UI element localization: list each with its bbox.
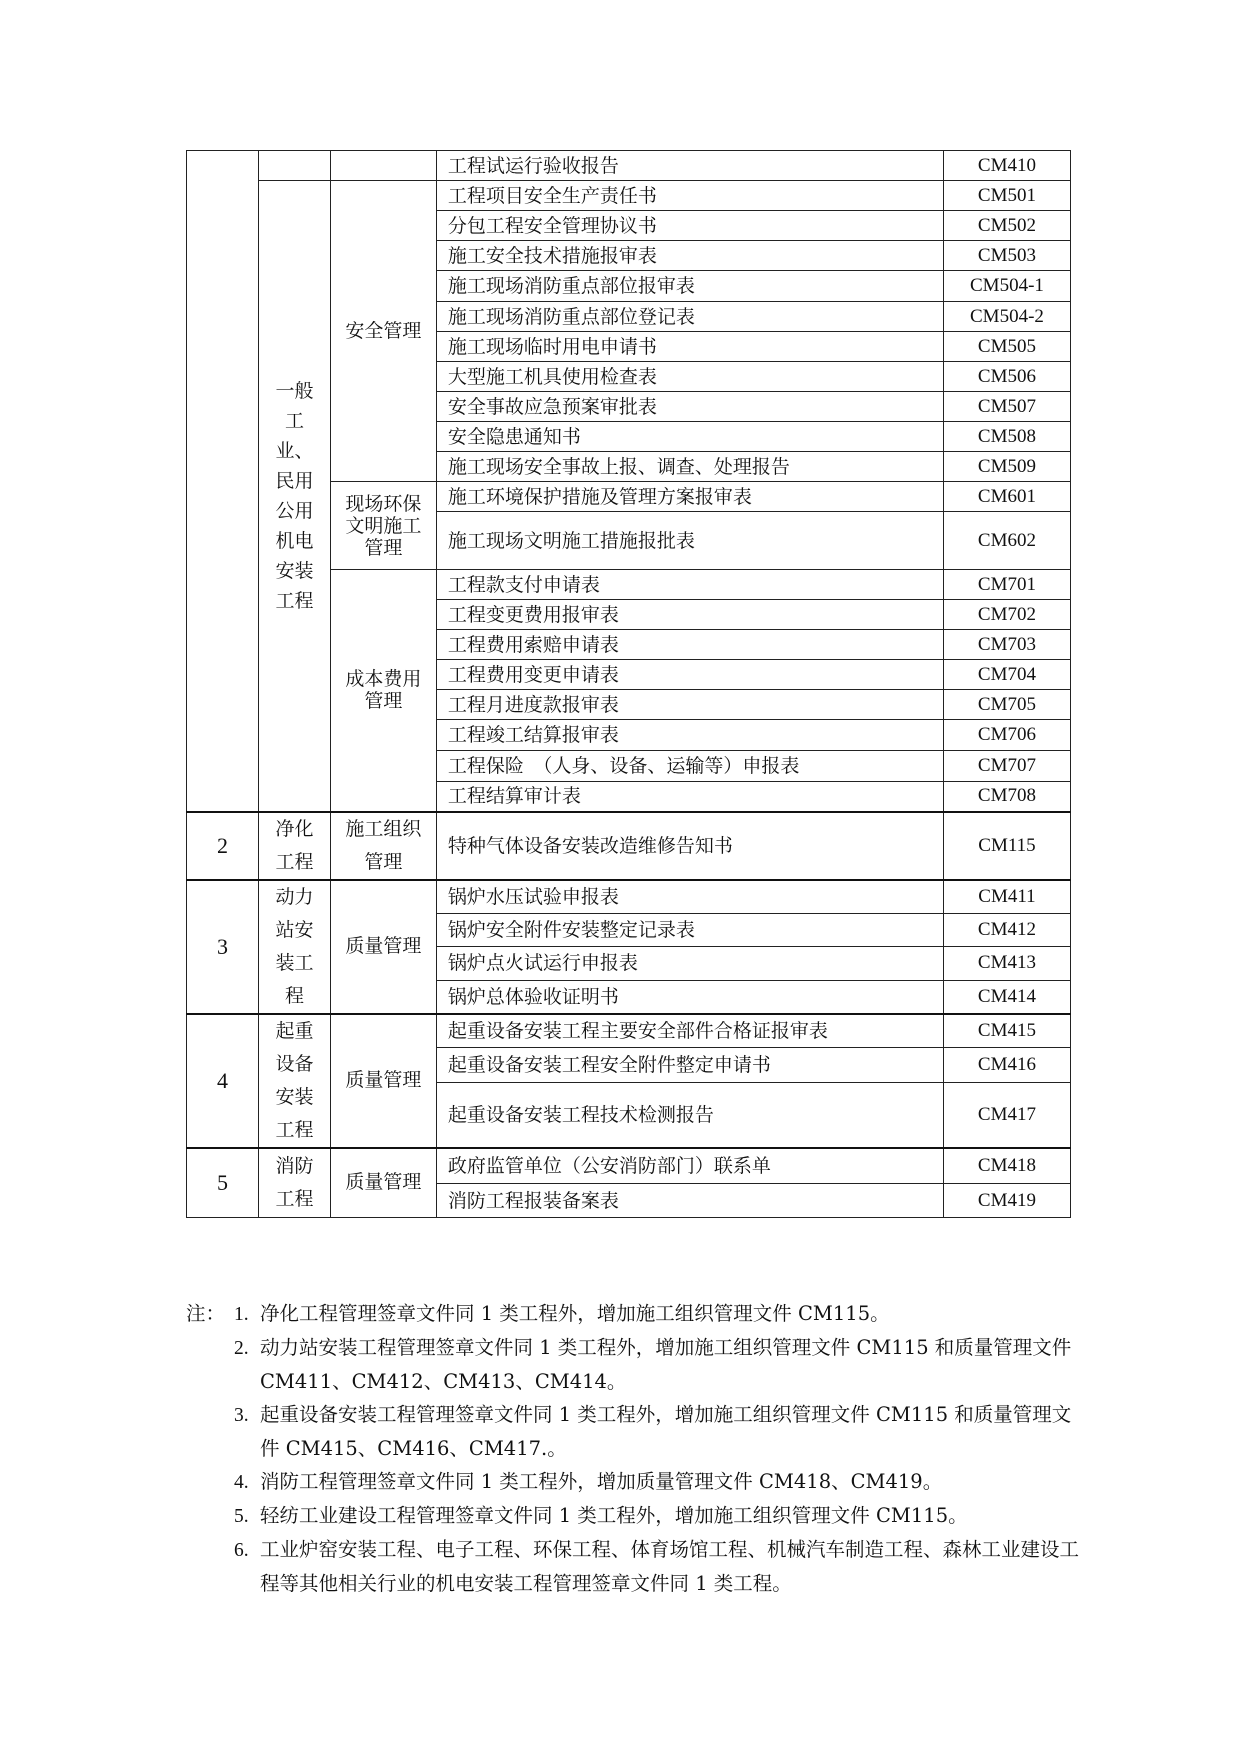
note-item bbox=[186, 1297, 1086, 1331]
doc-name-cell: 施工现场安全事故上报、调查、处理报告 bbox=[436, 452, 943, 482]
doc-name-cell: 安全事故应急预案审批表 bbox=[436, 392, 943, 422]
document-table bbox=[186, 150, 1071, 1218]
note-number: 5. bbox=[234, 1506, 249, 1527]
doc-name-cell: 锅炉安全附件安装整定记录表 bbox=[436, 913, 943, 947]
doc-code-cell: CM502 bbox=[943, 211, 1070, 241]
note-text: 轻纺工业建设工程管理签章文件同 1 类工程外，增加施工组织管理文件 CM115。 bbox=[260, 1504, 968, 1527]
doc-name-cell: 工程款支付申请表 bbox=[436, 570, 943, 600]
doc-code-cell: CM416 bbox=[943, 1048, 1070, 1082]
doc-name-cell: 安全隐患通知书 bbox=[436, 422, 943, 452]
table-row bbox=[187, 812, 1071, 880]
table-row bbox=[187, 1148, 1071, 1184]
doc-name-cell: 施工现场消防重点部位登记表 bbox=[436, 302, 943, 332]
doc-code-cell: CM509 bbox=[943, 452, 1070, 482]
doc-code-cell: CM413 bbox=[943, 947, 1070, 981]
doc-name-cell: 工程费用索赔申请表 bbox=[436, 630, 943, 660]
doc-name-cell: 工程结算审计表 bbox=[436, 782, 943, 812]
notes-section bbox=[186, 1297, 1086, 1600]
doc-name-cell: 分包工程安全管理协议书 bbox=[436, 211, 943, 241]
group-number-cell: 3 bbox=[187, 880, 259, 1014]
doc-name-cell: 工程试运行验收报告 bbox=[436, 151, 943, 181]
doc-code-cell: CM414 bbox=[943, 980, 1070, 1014]
doc-code-cell: CM706 bbox=[943, 720, 1070, 751]
doc-code-cell: CM503 bbox=[943, 241, 1070, 271]
doc-code-cell: CM601 bbox=[943, 482, 1070, 512]
doc-code-cell: CM702 bbox=[943, 600, 1070, 630]
doc-code-cell: CM704 bbox=[943, 660, 1070, 690]
section-cell: 质量管理 bbox=[330, 880, 436, 1014]
note-item bbox=[186, 1331, 1086, 1398]
doc-name-cell: 起重设备安装工程安全附件整定申请书 bbox=[436, 1048, 943, 1082]
doc-name-cell: 特种气体设备安装改造维修告知书 bbox=[436, 812, 943, 880]
doc-code-cell: CM417 bbox=[943, 1082, 1070, 1147]
note-item bbox=[186, 1465, 1086, 1499]
note-number: 3. bbox=[234, 1405, 249, 1426]
section-cell: 安全管理 bbox=[330, 181, 436, 482]
category-cell: 动力站安装工程 bbox=[258, 880, 330, 1014]
doc-code-cell: CM415 bbox=[943, 1014, 1070, 1048]
doc-code-cell: CM418 bbox=[943, 1148, 1070, 1184]
doc-name-cell: 工程费用变更申请表 bbox=[436, 660, 943, 690]
doc-code-cell: CM708 bbox=[943, 782, 1070, 812]
table-row bbox=[187, 151, 1071, 181]
doc-code-cell: CM504-1 bbox=[943, 271, 1070, 302]
table-row bbox=[187, 181, 1071, 211]
category-cell: 消防工程 bbox=[258, 1148, 330, 1218]
category-cell: 净化工程 bbox=[258, 812, 330, 880]
group-number-cell: 2 bbox=[187, 812, 259, 880]
doc-code-cell: CM504-2 bbox=[943, 302, 1070, 332]
section-cell: 现场环保文明施工管理 bbox=[330, 482, 436, 570]
doc-code-cell: CM701 bbox=[943, 570, 1070, 600]
doc-name-cell: 工程保险 （人身、设备、运输等）申报表 bbox=[436, 751, 943, 782]
doc-name-cell: 施工现场文明施工措施报批表 bbox=[436, 512, 943, 570]
note-text: 动力站安装工程管理签章文件同 1 类工程外，增加施工组织管理文件 CM115 和质量管理文件 CM411、CM412、CM413、CM414。 bbox=[260, 1336, 1072, 1393]
doc-name-cell: 工程月进度款报审表 bbox=[436, 690, 943, 720]
section-cell: 质量管理 bbox=[330, 1014, 436, 1148]
section-cell: 施工组织管理 bbox=[330, 812, 436, 880]
doc-name-cell: 施工现场临时用电申请书 bbox=[436, 332, 943, 362]
section-cell: 成本费用管理 bbox=[330, 570, 436, 812]
doc-name-cell: 锅炉点火试运行申报表 bbox=[436, 947, 943, 981]
note-number: 2. bbox=[234, 1338, 249, 1359]
doc-name-cell: 工程竣工结算报审表 bbox=[436, 720, 943, 751]
note-text: 消防工程管理签章文件同 1 类工程外，增加质量管理文件 CM418、CM419。 bbox=[260, 1470, 943, 1493]
note-text: 起重设备安装工程管理签章文件同 1 类工程外，增加施工组织管理文件 CM115 和质量管理文件 CM415、CM416、CM417.。 bbox=[260, 1403, 1072, 1460]
doc-code-cell: CM707 bbox=[943, 751, 1070, 782]
section-cell bbox=[330, 151, 436, 181]
doc-code-cell: CM507 bbox=[943, 392, 1070, 422]
group-number-cell bbox=[187, 151, 259, 812]
doc-code-cell: CM419 bbox=[943, 1184, 1070, 1218]
doc-code-cell: CM412 bbox=[943, 913, 1070, 947]
table-body bbox=[187, 151, 1071, 1218]
category-cell: 一般工业、民用公用机电安装工程 bbox=[258, 181, 330, 812]
group-number-cell: 4 bbox=[187, 1014, 259, 1148]
doc-code-cell: CM508 bbox=[943, 422, 1070, 452]
notes-label: 注： bbox=[186, 1302, 226, 1325]
section-cell: 质量管理 bbox=[330, 1148, 436, 1218]
doc-code-cell: CM705 bbox=[943, 690, 1070, 720]
doc-code-cell: CM501 bbox=[943, 181, 1070, 211]
note-item bbox=[186, 1533, 1086, 1600]
note-item bbox=[186, 1499, 1086, 1533]
doc-code-cell: CM505 bbox=[943, 332, 1070, 362]
doc-name-cell: 锅炉总体验收证明书 bbox=[436, 980, 943, 1014]
doc-name-cell: 大型施工机具使用检查表 bbox=[436, 362, 943, 392]
doc-name-cell: 起重设备安装工程主要安全部件合格证报审表 bbox=[436, 1014, 943, 1048]
doc-name-cell: 工程项目安全生产责任书 bbox=[436, 181, 943, 211]
doc-code-cell: CM703 bbox=[943, 630, 1070, 660]
note-item bbox=[186, 1398, 1086, 1465]
table-row bbox=[187, 880, 1071, 914]
doc-name-cell: 起重设备安装工程技术检测报告 bbox=[436, 1082, 943, 1147]
doc-name-cell: 政府监管单位（公安消防部门）联系单 bbox=[436, 1148, 943, 1184]
doc-code-cell: CM506 bbox=[943, 362, 1070, 392]
note-number: 1. bbox=[234, 1304, 249, 1325]
doc-name-cell: 施工现场消防重点部位报审表 bbox=[436, 271, 943, 302]
doc-name-cell: 锅炉水压试验申报表 bbox=[436, 880, 943, 914]
group-number-cell: 5 bbox=[187, 1148, 259, 1218]
doc-name-cell: 工程变更费用报审表 bbox=[436, 600, 943, 630]
doc-code-cell: CM410 bbox=[943, 151, 1070, 181]
doc-code-cell: CM411 bbox=[943, 880, 1070, 914]
category-cell: 起重设备安装工程 bbox=[258, 1014, 330, 1148]
note-text: 工业炉窑安装工程、电子工程、环保工程、体育场馆工程、机械汽车制造工程、森林工业建设工程等其他相关行业的机电安装工程管理签章文件同 1 类工程。 bbox=[260, 1538, 1080, 1595]
doc-code-cell: CM115 bbox=[943, 812, 1070, 880]
doc-name-cell: 施工环境保护措施及管理方案报审表 bbox=[436, 482, 943, 512]
doc-name-cell: 消防工程报装备案表 bbox=[436, 1184, 943, 1218]
doc-name-cell: 施工安全技术措施报审表 bbox=[436, 241, 943, 271]
category-cell-empty bbox=[258, 151, 330, 181]
notes-list bbox=[186, 1297, 1086, 1600]
note-text: 净化工程管理签章文件同 1 类工程外，增加施工组织管理文件 CM115。 bbox=[260, 1302, 890, 1325]
note-number: 4. bbox=[234, 1472, 249, 1493]
table-row bbox=[187, 1014, 1071, 1048]
note-number: 6. bbox=[234, 1540, 249, 1561]
doc-code-cell: CM602 bbox=[943, 512, 1070, 570]
